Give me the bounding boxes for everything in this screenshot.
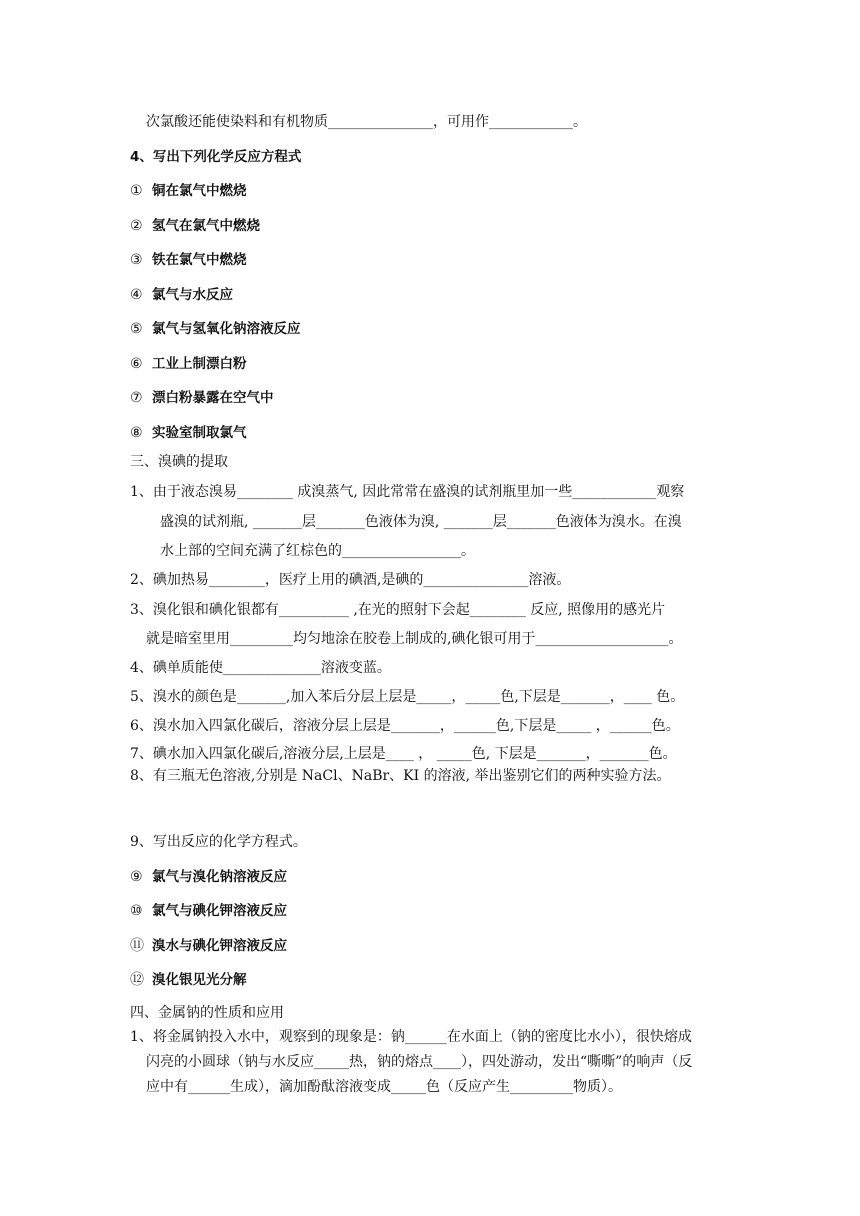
item-text: 氯气与氢氧化钠溶液反应 <box>152 321 301 337</box>
reaction-item <box>130 251 247 269</box>
item-text: 铜在氯气中燃烧 <box>152 183 247 199</box>
text-line: 1、将金属钠投入水中，观察到的现象是：钠______在水面上（钠的密度比水小），很快熔成 <box>130 1029 692 1045</box>
reaction-item <box>130 902 287 920</box>
item-text: 漂白粉暴露在空气中 <box>152 390 274 406</box>
reaction-item <box>130 868 287 886</box>
item-number: ⑩ <box>130 903 143 919</box>
reaction-item <box>130 937 287 955</box>
item-number: ④ <box>130 287 143 303</box>
text-line: 3、溴化银和碘化银都有__________ ,在光的照射下会起________ 反应, 照像用的感光片 <box>130 602 666 618</box>
text-line: 8、有三瓶无色溶液,分别是 NaCl、NaBr、KI 的溶液, 举出鉴别它们的两种实验方法。 <box>130 768 671 784</box>
text-line: 2、碘加热易________，医疗上用的碘酒,是碘的_______________溶液。 <box>130 572 571 588</box>
reaction-item <box>130 355 247 373</box>
reaction-item <box>130 389 274 407</box>
item-text: 铁在氯气中燃烧 <box>152 252 247 268</box>
item-number: ⑤ <box>130 321 143 337</box>
item-text: 氢气在氯气中燃烧 <box>152 218 260 234</box>
item-text: 氯气与碘化钾溶液反应 <box>152 903 287 919</box>
text-line: 4、碘单质能使______________溶液变蓝。 <box>130 660 391 676</box>
item-text: 氯气与溴化钠溶液反应 <box>152 869 287 885</box>
item-number: ⑧ <box>130 425 143 441</box>
item-text: 实验室制取氯气 <box>152 425 247 441</box>
question-heading: 9、写出反应的化学方程式。 <box>130 834 307 850</box>
text-line: 就是暗室里用_________均匀地涂在胶卷上制成的,碘化银可用于___________________。 <box>146 631 683 647</box>
question-heading: 4、写出下列化学反应方程式 <box>130 149 302 165</box>
section-heading: 四、金属钠的性质和应用 <box>130 1005 284 1021</box>
text-line: 1、由于液态溴易________ 成溴蒸气, 因此常常在盛溴的试剂瓶里加一些____________观察 <box>130 484 685 500</box>
text-line: 水上部的空间充满了红棕色的_________________。 <box>160 543 475 559</box>
reaction-item <box>130 971 247 989</box>
text-line: 应中有______生成），滴加酚酞溶液变成_____色（反应产生_________物质）。 <box>146 1079 622 1095</box>
text-line: 盛溴的试剂瓶, _______层_______色液体为溴, _______层_______色液体为溴水。在溴 <box>160 514 682 530</box>
text-line: 闪亮的小圆球（钠与水反应_____热，钠的熔点____），四处游动，发出“嘶嘶”的响声（反 <box>146 1054 693 1070</box>
item-number: ① <box>130 183 143 199</box>
section-heading: 三、溴碘的提取 <box>130 454 228 470</box>
reaction-item <box>130 286 233 304</box>
item-number: ⑥ <box>130 356 143 372</box>
item-text: 氯气与水反应 <box>152 287 233 303</box>
text-line: 5、溴水的颜色是_______,加入苯后分层上层是_____，_____色,下层是_______，____ 色。 <box>130 689 685 705</box>
reaction-item <box>130 217 260 235</box>
item-number: ⑪ <box>130 938 144 954</box>
item-number: ⑨ <box>130 869 143 885</box>
text-line: 7、碘水加入四氯化碳后,溶液分层,上层是____ ， _____色, 下层是_______，_______色。 <box>130 746 677 762</box>
item-number: ③ <box>130 252 143 268</box>
item-text: 溴化银见光分解 <box>152 972 247 988</box>
item-number: ② <box>130 218 143 234</box>
item-text: 溴水与碘化钾溶液反应 <box>152 938 287 954</box>
reaction-item <box>130 320 301 338</box>
text-line: 6、溴水加入四氯化碳后，溶液分层上层是_______，______色,下层是_____ ，______色。 <box>130 718 680 734</box>
text-line: 次氯酸还能使染料和有机物质_______________，可用作____________。 <box>146 114 587 130</box>
reaction-item <box>130 424 247 442</box>
reaction-item <box>130 182 247 200</box>
item-text: 工业上制漂白粉 <box>152 356 247 372</box>
item-number: ⑫ <box>130 972 144 988</box>
item-number: ⑦ <box>130 390 143 406</box>
